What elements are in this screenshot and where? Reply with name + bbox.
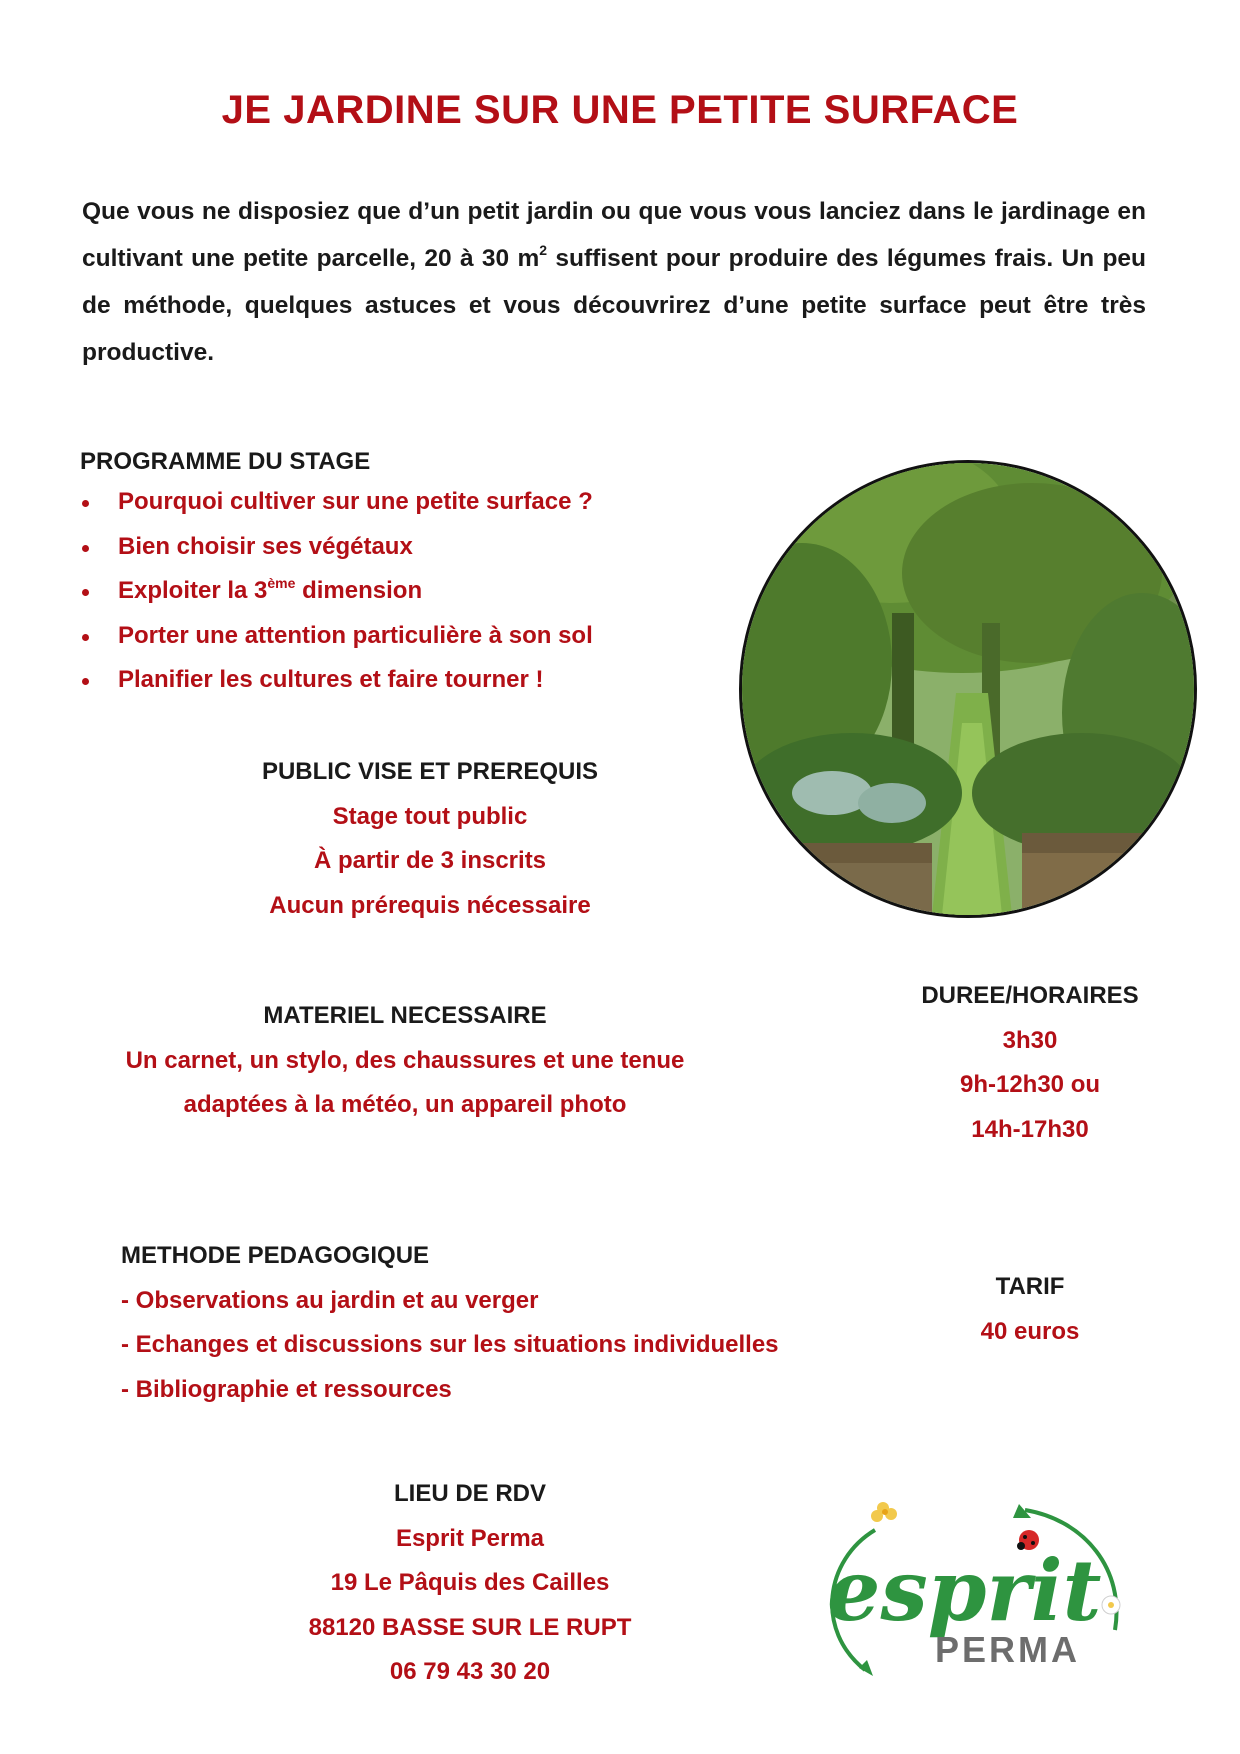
duree-line: 3h30 [1002, 1026, 1058, 1054]
public-line: À partir de 3 inscrits [313, 847, 547, 874]
page-title: JE JARDINE SUR UNE PETITE SURFACE [221, 88, 1019, 132]
methode-line: - Bibliographie et ressources [121, 1375, 452, 1403]
lieu-line: 06 79 43 30 20 [389, 1658, 551, 1685]
list-item: Exploiter la 3ème dimension [80, 569, 593, 614]
bullet-icon [82, 545, 89, 552]
duree-line: 14h-17h30 [971, 1115, 1089, 1143]
intro-paragraph [82, 188, 1146, 376]
duree-heading: DUREE/HORAIRES [921, 982, 1139, 1009]
esprit-perma-logo [805, 1490, 1135, 1690]
bullet-icon [82, 678, 89, 685]
duree-line: 9h-12h30 ou [959, 1071, 1101, 1098]
lieu-line: 88120 BASSE SUR LE RUPT [308, 1613, 632, 1641]
tarif-value: 40 euros [980, 1317, 1080, 1345]
logo-word-perma: PERMA [935, 1629, 1081, 1670]
lieu-line: Esprit Perma [395, 1524, 545, 1552]
list-item: Pourquoi cultiver sur une petite surface ? [80, 480, 593, 525]
public-section [220, 750, 640, 928]
list-item: Planifier les cultures et faire tourner ! [80, 658, 593, 703]
public-line: Stage tout public [332, 802, 528, 830]
lieu-section [250, 1472, 690, 1695]
programme-list [80, 480, 593, 703]
lieu-line: 19 Le Pâquis des Cailles [330, 1569, 610, 1596]
intro-text-part-2: suffisent pour produire des légumes frais. Un peu de méthode, quelques astuces et vous découvrirez d’une petite surface peut être très productive. [82, 245, 1147, 366]
daisy-icon [1102, 1596, 1120, 1614]
intro-superscript: 2 [539, 242, 548, 258]
programme-heading: PROGRAMME DU STAGE [80, 448, 371, 475]
tarif-heading: TARIF [995, 1273, 1065, 1300]
materiel-line: Un carnet, un stylo, des chaussures et une tenue [125, 1046, 685, 1074]
public-heading: PUBLIC VISE ET PREREQUIS [261, 758, 599, 785]
materiel-heading: MATERIEL NECESSAIRE [263, 1002, 547, 1029]
bullet-icon [82, 589, 89, 596]
intro-text-part-1: Que vous ne disposiez que d’un petit jardin ou que vous vous lanciez dans le jardinage en cultivant une petite parcelle, 20 à 30 m [82, 198, 1146, 272]
materiel-line: adaptées à la météo, un appareil photo [183, 1091, 627, 1118]
logo-graphic [805, 1490, 1135, 1690]
duree-section [880, 974, 1180, 1152]
garden-illustration [742, 463, 1194, 915]
public-line: Aucun prérequis nécessaire [269, 891, 591, 919]
tarif-section [930, 1265, 1130, 1354]
garden-photo [739, 460, 1197, 918]
bullet-icon [82, 500, 89, 507]
methode-heading: METHODE PEDAGOGIQUE [121, 1242, 430, 1269]
lieu-heading: LIEU DE RDV [393, 1480, 546, 1507]
flower-icon [871, 1502, 897, 1522]
materiel-section [60, 994, 750, 1128]
methode-line: - Echanges et discussions sur les situations individuelles [121, 1331, 779, 1358]
logo-word-esprit: esprit [827, 1541, 1102, 1640]
methode-line: - Observations au jardin et au verger [121, 1286, 539, 1314]
bullet-icon [82, 634, 89, 641]
methode-section [121, 1234, 881, 1412]
list-item: Bien choisir ses végétaux [80, 525, 593, 570]
list-item: Porter une attention particulière à son sol [80, 614, 593, 659]
